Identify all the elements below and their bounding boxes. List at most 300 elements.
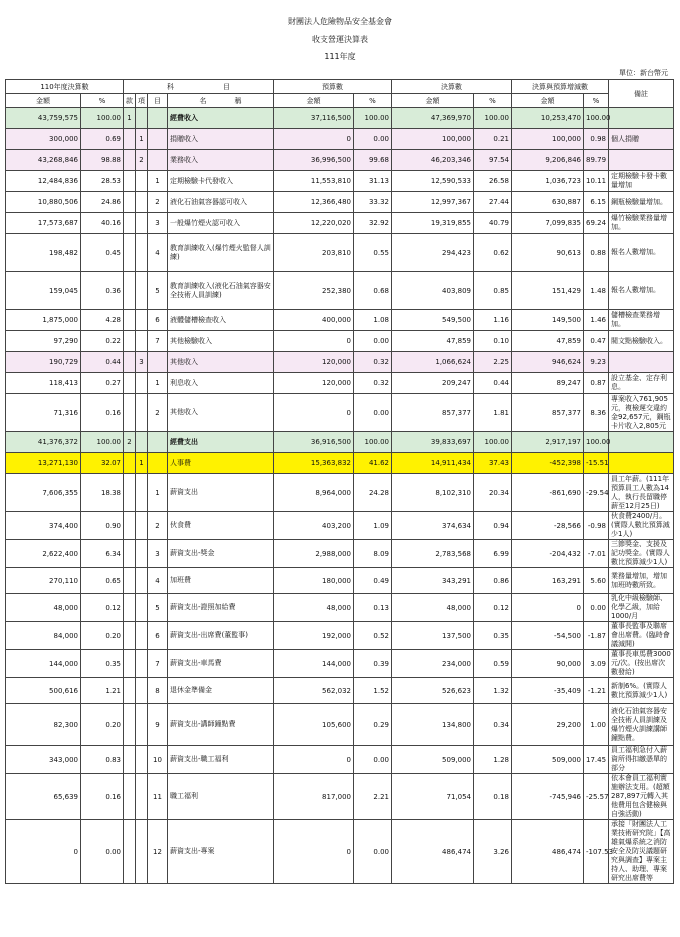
table-row: [6, 474, 674, 512]
prev-year-header: 110年度決算數: [6, 80, 124, 94]
budget-pct-cell: 0.00: [354, 394, 392, 432]
kuan-cell: 2: [124, 432, 136, 453]
kuan-cell: [124, 373, 136, 394]
note-cell: [609, 432, 674, 453]
final-pct-cell: 100.00: [474, 432, 512, 453]
budget-pct-cell: 0.39: [354, 650, 392, 678]
kuan-cell: [124, 704, 136, 746]
diff-amount-cell: 90,613: [512, 234, 584, 272]
table-row: [6, 373, 674, 394]
kuan-cell: [124, 150, 136, 171]
prev-pct-cell: 100.00: [81, 432, 124, 453]
report-year: 111年度: [324, 52, 356, 61]
final-pct-cell: 0.62: [474, 234, 512, 272]
budget-pct-cell: 2.21: [354, 774, 392, 820]
prev-amount-cell: 13,271,130: [6, 453, 81, 474]
diff-amount-cell: 90,000: [512, 650, 584, 678]
mu-cell: 12: [148, 820, 168, 884]
budget-amount-cell: 12,220,020: [274, 213, 354, 234]
final-pct-cell: 100.00: [474, 108, 512, 129]
mu-cell: 3: [148, 540, 168, 568]
kuan-cell: [124, 622, 136, 650]
xiang-cell: [136, 213, 148, 234]
table-row: [6, 192, 674, 213]
final-header: 決算數: [392, 80, 512, 94]
final-pct-cell: 0.44: [474, 373, 512, 394]
final-pct-cell: 1.81: [474, 394, 512, 432]
budget-pct-cell: 99.68: [354, 150, 392, 171]
budget-amount-cell: 192,000: [274, 622, 354, 650]
kuan-cell: [124, 171, 136, 192]
xiang-cell: [136, 594, 148, 622]
xiang-cell: [136, 432, 148, 453]
diff-amount-cell: 486,474: [512, 820, 584, 884]
kuan-cell: [124, 820, 136, 884]
final-amount-cell: 1,066,624: [392, 352, 474, 373]
prev-amount-cell: 71,316: [6, 394, 81, 432]
table-row: [6, 331, 674, 352]
final-pct-cell: 1.28: [474, 746, 512, 774]
prev-pct-cell: 0.83: [81, 746, 124, 774]
final-pct-cell: 0.35: [474, 622, 512, 650]
mu-cell: [148, 453, 168, 474]
prev-amount-cell: 159,045: [6, 272, 81, 310]
final-amount-cell: 47,859: [392, 331, 474, 352]
budget-pct-header: %: [354, 94, 392, 108]
mu-cell: [148, 352, 168, 373]
final-amount-cell: 549,500: [392, 310, 474, 331]
budget-pct-cell: 0.52: [354, 622, 392, 650]
xiang-cell: [136, 310, 148, 331]
budget-pct-cell: 0.32: [354, 373, 392, 394]
mu-cell: 9: [148, 704, 168, 746]
note-cell: [609, 352, 674, 373]
kuan-cell: [124, 129, 136, 150]
item-name-cell: 加班費: [168, 568, 274, 594]
note-cell: 董事長車馬費3000元/次。(按出席次數發給): [609, 650, 674, 678]
budget-amount-cell: 252,380: [274, 272, 354, 310]
xiang-cell: [136, 774, 148, 820]
prev-pct-cell: 28.53: [81, 171, 124, 192]
prev-amount-cell: 7,606,355: [6, 474, 81, 512]
diff-pct-cell: 17.45: [584, 746, 609, 774]
diff-amount-cell: 9,206,846: [512, 150, 584, 171]
note-cell: 員工福利急付入薪資所得扣繳憑單的部分: [609, 746, 674, 774]
final-amount-cell: 234,000: [392, 650, 474, 678]
prev-pct-cell: 0.20: [81, 622, 124, 650]
item-name-cell: 一般爆竹煙火認可收入: [168, 213, 274, 234]
kuan-cell: [124, 512, 136, 540]
table-row: [6, 150, 674, 171]
diff-pct-cell: 6.15: [584, 192, 609, 213]
item-name-cell: 薪資支出-獎金: [168, 540, 274, 568]
diff-pct-cell: 0.47: [584, 331, 609, 352]
budget-amount-cell: 120,000: [274, 352, 354, 373]
diff-pct-cell: 5.60: [584, 568, 609, 594]
prev-pct-cell: 0.22: [81, 331, 124, 352]
budget-amount-cell: 0: [274, 820, 354, 884]
final-pct-cell: 37.43: [474, 453, 512, 474]
mu-cell: 3: [148, 213, 168, 234]
table-row: [6, 310, 674, 331]
prev-amount-cell: 0: [6, 820, 81, 884]
currency-unit: 單位：新台幣元: [619, 69, 668, 77]
item-name-cell: 液化石油氣容器認可收入: [168, 192, 274, 213]
prev-pct-cell: 40.16: [81, 213, 124, 234]
mu-cell: 1: [148, 171, 168, 192]
item-name-cell: 捐贈收入: [168, 129, 274, 150]
budget-amount-cell: 0: [274, 394, 354, 432]
final-amount-cell: 47,369,970: [392, 108, 474, 129]
kuan-cell: [124, 213, 136, 234]
diff-amount-cell: 7,099,835: [512, 213, 584, 234]
budget-amount-cell: 562,032: [274, 678, 354, 704]
diff-pct-cell: 0.98: [584, 129, 609, 150]
mu-cell: 6: [148, 310, 168, 331]
mu-cell: 7: [148, 331, 168, 352]
xiang-cell: [136, 192, 148, 213]
prev-amount-cell: 500,616: [6, 678, 81, 704]
prev-pct-cell: 98.88: [81, 150, 124, 171]
diff-pct-cell: 100.00: [584, 108, 609, 129]
budget-pct-cell: 1.08: [354, 310, 392, 331]
note-cell: 爆竹檢驗業務量增加。: [609, 213, 674, 234]
kuan-cell: [124, 394, 136, 432]
item-name-cell: 液體儲槽檢查收入: [168, 310, 274, 331]
diff-amount-header: 金額: [512, 94, 584, 108]
kuan-cell: [124, 650, 136, 678]
final-pct-cell: 0.34: [474, 704, 512, 746]
final-pct-cell: 40.79: [474, 213, 512, 234]
note-cell: 液化石油氣容器安全技術人員訓練及爆竹煙火訓練講師鐘點費。: [609, 704, 674, 746]
table-row: [6, 650, 674, 678]
kuan-header: 款: [124, 94, 136, 108]
mu-cell: 2: [148, 512, 168, 540]
note-cell: 新制6%。(實際人數比預算減少1人): [609, 678, 674, 704]
prev-amount-cell: 300,000: [6, 129, 81, 150]
budget-pct-cell: 100.00: [354, 108, 392, 129]
xiang-cell: [136, 568, 148, 594]
final-pct-header: %: [474, 94, 512, 108]
diff-pct-cell: -25.57: [584, 774, 609, 820]
budget-amount-cell: 48,000: [274, 594, 354, 622]
final-amount-cell: 509,000: [392, 746, 474, 774]
note-cell: [609, 453, 674, 474]
prev-pct-cell: 0.65: [81, 568, 124, 594]
prev-amount-cell: 2,622,400: [6, 540, 81, 568]
item-name-cell: 伙食費: [168, 512, 274, 540]
xiang-cell: [136, 331, 148, 352]
note-cell: [609, 108, 674, 129]
final-amount-cell: 12,997,367: [392, 192, 474, 213]
kuan-cell: [124, 746, 136, 774]
final-amount-cell: 134,800: [392, 704, 474, 746]
budget-pct-cell: 0.68: [354, 272, 392, 310]
diff-pct-cell: 69.24: [584, 213, 609, 234]
prev-amount-cell: 43,759,575: [6, 108, 81, 129]
diff-pct-header: %: [584, 94, 609, 108]
final-pct-cell: 27.44: [474, 192, 512, 213]
budget-pct-cell: 1.52: [354, 678, 392, 704]
final-amount-cell: 46,203,346: [392, 150, 474, 171]
kuan-cell: [124, 678, 136, 704]
diff-amount-cell: 89,247: [512, 373, 584, 394]
xiang-cell: [136, 746, 148, 774]
budget-pct-cell: 0.00: [354, 820, 392, 884]
prev-pct-cell: 0.20: [81, 704, 124, 746]
table-row: [6, 678, 674, 704]
xiang-cell: [136, 394, 148, 432]
budget-pct-cell: 0.32: [354, 352, 392, 373]
budget-amount-cell: 37,116,500: [274, 108, 354, 129]
table-row: [6, 774, 674, 820]
prev-pct-cell: 0.00: [81, 820, 124, 884]
note-cell: 閥文點檢驗收入。: [609, 331, 674, 352]
kuan-cell: [124, 234, 136, 272]
budget-pct-cell: 24.28: [354, 474, 392, 512]
budget-pct-cell: 0.49: [354, 568, 392, 594]
item-name-cell: 薪資支出: [168, 474, 274, 512]
mu-cell: [148, 432, 168, 453]
diff-pct-cell: 100.00: [584, 432, 609, 453]
table-row: [6, 352, 674, 373]
budget-pct-cell: 31.13: [354, 171, 392, 192]
xiang-cell: 3: [136, 352, 148, 373]
budget-pct-cell: 33.32: [354, 192, 392, 213]
item-name-cell: 薪資支出-講師鐘點費: [168, 704, 274, 746]
item-name-cell: 職工福利: [168, 774, 274, 820]
table-row: [6, 704, 674, 746]
item-name-cell: 教育訓練收入(液化石油氣容器安全技術人員訓練): [168, 272, 274, 310]
mu-cell: [148, 129, 168, 150]
item-name-cell: 薪資支出-出席費(董監事): [168, 622, 274, 650]
prev-pct-cell: 32.07: [81, 453, 124, 474]
final-pct-cell: 26.58: [474, 171, 512, 192]
budget-header: 預算數: [274, 80, 392, 94]
budget-pct-cell: 0.55: [354, 234, 392, 272]
xiang-cell: [136, 512, 148, 540]
prev-pct-cell: 0.90: [81, 512, 124, 540]
prev-pct-cell: 24.86: [81, 192, 124, 213]
prev-amount-cell: 343,000: [6, 746, 81, 774]
note-cell: 依本會員工福利實施辦法支用。(超額287,897元轉入其他費用包含健檢與自強活動): [609, 774, 674, 820]
xiang-cell: [136, 108, 148, 129]
final-amount-cell: 2,783,568: [392, 540, 474, 568]
mu-cell: 4: [148, 234, 168, 272]
item-name-cell: 其他檢驗收入: [168, 331, 274, 352]
xiang-cell: [136, 704, 148, 746]
prev-amount-cell: 374,400: [6, 512, 81, 540]
diff-header: 決算與預算增減數: [512, 80, 609, 94]
item-name-cell: 業務收入: [168, 150, 274, 171]
item-name-cell: 定期檢驗卡代發收入: [168, 171, 274, 192]
note-cell: 鋼瓶檢驗量增加。: [609, 192, 674, 213]
note-cell: 承接「財團法人工業技術研究院」【高雄氣爆系統之消防安全及防災議題研究與調查】專案主持人、助理、專案研究出席費等: [609, 820, 674, 884]
prev-pct-cell: 0.69: [81, 129, 124, 150]
prev-amount-cell: 17,573,687: [6, 213, 81, 234]
final-pct-cell: 0.18: [474, 774, 512, 820]
note-cell: 伙食費2400/月。(實際人數比預算減少1人): [609, 512, 674, 540]
kuan-cell: [124, 594, 136, 622]
final-pct-cell: 2.25: [474, 352, 512, 373]
item-name-cell: 薪資支出-專案: [168, 820, 274, 884]
prev-amount-cell: 1,875,000: [6, 310, 81, 331]
kuan-cell: [124, 352, 136, 373]
diff-pct-cell: 10.11: [584, 171, 609, 192]
prev-pct-cell: 0.12: [81, 594, 124, 622]
prev-pct-cell: 0.16: [81, 774, 124, 820]
item-name-cell: 人事費: [168, 453, 274, 474]
prev-pct-cell: 0.45: [81, 234, 124, 272]
diff-amount-cell: -745,946: [512, 774, 584, 820]
table-row: [6, 568, 674, 594]
prev-amount-cell: 97,290: [6, 331, 81, 352]
prev-pct-cell: 18.38: [81, 474, 124, 512]
note-cell: 儲槽檢查業務增加。: [609, 310, 674, 331]
final-amount-cell: 343,291: [392, 568, 474, 594]
final-pct-cell: 0.85: [474, 272, 512, 310]
prev-amount-cell: 82,300: [6, 704, 81, 746]
prev-pct-header: %: [81, 94, 124, 108]
mu-cell: 5: [148, 272, 168, 310]
table-row: [6, 213, 674, 234]
prev-amount-cell: 190,729: [6, 352, 81, 373]
final-amount-cell: 19,319,855: [392, 213, 474, 234]
prev-amount-cell: 144,000: [6, 650, 81, 678]
kuan-cell: [124, 310, 136, 331]
item-name-cell: 其他收入: [168, 394, 274, 432]
diff-amount-cell: 509,000: [512, 746, 584, 774]
table-row: [6, 820, 674, 884]
prev-amount-cell: 12,484,836: [6, 171, 81, 192]
diff-amount-cell: 857,377: [512, 394, 584, 432]
final-amount-cell: 526,623: [392, 678, 474, 704]
xiang-cell: 2: [136, 150, 148, 171]
budget-amount-cell: 0: [274, 129, 354, 150]
diff-pct-cell: -1.87: [584, 622, 609, 650]
diff-pct-cell: 9.23: [584, 352, 609, 373]
table-row: [6, 108, 674, 129]
budget-pct-cell: 41.62: [354, 453, 392, 474]
final-amount-cell: 209,247: [392, 373, 474, 394]
mu-cell: [148, 108, 168, 129]
xiang-cell: [136, 540, 148, 568]
final-amount-cell: 100,000: [392, 129, 474, 150]
prev-amount-cell: 48,000: [6, 594, 81, 622]
prev-pct-cell: 1.21: [81, 678, 124, 704]
mu-cell: 7: [148, 650, 168, 678]
diff-amount-cell: 1,036,723: [512, 171, 584, 192]
final-pct-cell: 20.34: [474, 474, 512, 512]
diff-pct-cell: 0.00: [584, 594, 609, 622]
mu-cell: 10: [148, 746, 168, 774]
diff-amount-cell: 2,917,197: [512, 432, 584, 453]
budget-amount-cell: 400,000: [274, 310, 354, 331]
kuan-cell: [124, 453, 136, 474]
mu-cell: 8: [148, 678, 168, 704]
budget-pct-cell: 1.09: [354, 512, 392, 540]
mu-cell: 5: [148, 594, 168, 622]
budget-amount-cell: 36,916,500: [274, 432, 354, 453]
final-pct-cell: 0.21: [474, 129, 512, 150]
budget-pct-cell: 100.00: [354, 432, 392, 453]
budget-amount-cell: 403,200: [274, 512, 354, 540]
table-row: [6, 746, 674, 774]
diff-pct-cell: -107.53: [584, 820, 609, 884]
budget-pct-cell: 0.00: [354, 129, 392, 150]
prev-pct-cell: 0.35: [81, 650, 124, 678]
table-row: [6, 171, 674, 192]
budget-amount-cell: 0: [274, 746, 354, 774]
budget-amount-cell: 105,600: [274, 704, 354, 746]
item-name-cell: 其他收入: [168, 352, 274, 373]
diff-amount-cell: 163,291: [512, 568, 584, 594]
diff-amount-cell: -35,409: [512, 678, 584, 704]
diff-pct-cell: 0.87: [584, 373, 609, 394]
item-name-cell: 薪資支出-車馬費: [168, 650, 274, 678]
diff-amount-cell: 10,253,470: [512, 108, 584, 129]
final-amount-cell: 403,809: [392, 272, 474, 310]
diff-amount-cell: 47,859: [512, 331, 584, 352]
budget-amount-cell: 11,553,810: [274, 171, 354, 192]
final-amount-header: 金額: [392, 94, 474, 108]
note-cell: 專案收入761,905元，複檢遲交違約金92,657元，鋼瓶卡片收入2,805元: [609, 394, 674, 432]
budget-amount-cell: 8,964,000: [274, 474, 354, 512]
diff-pct-cell: 1.48: [584, 272, 609, 310]
kuan-cell: [124, 540, 136, 568]
item-name-cell: 經費支出: [168, 432, 274, 453]
prev-amount-cell: 65,639: [6, 774, 81, 820]
mu-cell: 4: [148, 568, 168, 594]
diff-pct-cell: -7.01: [584, 540, 609, 568]
xiang-cell: [136, 820, 148, 884]
prev-pct-cell: 0.36: [81, 272, 124, 310]
table-row: [6, 540, 674, 568]
diff-amount-cell: -204,432: [512, 540, 584, 568]
diff-pct-cell: -29.54: [584, 474, 609, 512]
note-cell: 個人捐贈: [609, 129, 674, 150]
budget-amount-header: 金額: [274, 94, 354, 108]
xiang-cell: [136, 234, 148, 272]
final-amount-cell: 374,634: [392, 512, 474, 540]
item-name-cell: 薪資支出-職工福利: [168, 746, 274, 774]
note-header: 備註: [609, 80, 674, 108]
note-cell: 員工年薪。(111年預算員工人數為14人，執行長留職停薪至12月25日): [609, 474, 674, 512]
org-name: 財團法人危險物品安全基金會: [288, 17, 392, 26]
table-row: [6, 594, 674, 622]
xiang-cell: 1: [136, 129, 148, 150]
budget-amount-cell: 180,000: [274, 568, 354, 594]
xiang-cell: [136, 678, 148, 704]
budget-amount-cell: 36,996,500: [274, 150, 354, 171]
prev-pct-cell: 4.28: [81, 310, 124, 331]
diff-pct-cell: 1.46: [584, 310, 609, 331]
budget-table: [5, 79, 674, 884]
mu-cell: 1: [148, 373, 168, 394]
diff-pct-cell: -15.51: [584, 453, 609, 474]
diff-pct-cell: 1.00: [584, 704, 609, 746]
mu-header: 目: [148, 94, 168, 108]
final-pct-cell: 0.12: [474, 594, 512, 622]
final-amount-cell: 486,474: [392, 820, 474, 884]
xiang-header: 項: [136, 94, 148, 108]
diff-pct-cell: 0.88: [584, 234, 609, 272]
note-cell: 設立基金、定存利息。: [609, 373, 674, 394]
table-row: [6, 512, 674, 540]
mu-cell: 2: [148, 192, 168, 213]
budget-amount-cell: 203,810: [274, 234, 354, 272]
budget-pct-cell: 0.00: [354, 331, 392, 352]
